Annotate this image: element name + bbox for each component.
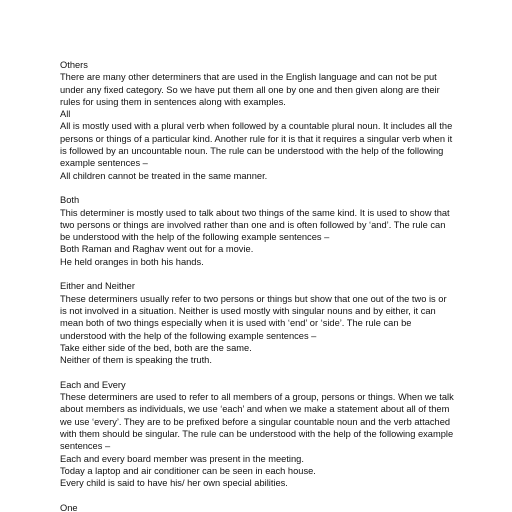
paragraph-line: we use ‘every’. They are to be prefixed before a singular countable noun and the verb attached [60, 416, 451, 427]
paragraph-line: There are many other determiners that are used in the English language and can not be put [60, 72, 437, 83]
paragraph-gap [60, 366, 460, 378]
paragraph-line: sentences – [60, 441, 111, 452]
example-sentence: Every child is said to have his/ her own special abilities. [60, 478, 288, 489]
paragraph-line: is followed by an uncountable noun. The rule can be understood with the help of the following [60, 146, 444, 157]
example-sentence: Today a laptop and air conditioner can be seen in each house. [60, 465, 316, 476]
example-sentence: Neither of them is speaking the truth. [60, 355, 212, 366]
paragraph-line: example sentences – [60, 158, 148, 169]
paragraph-line: with them should be singular. The rule can be understood with the help of the following example [60, 428, 454, 439]
paragraph-line: about members as individuals, we use ‘each’ and when we make a statement about all of them [60, 404, 450, 415]
example-sentence: Both Raman and Raghav went out for a movie. [60, 244, 254, 255]
paragraph-line: persons or things of a particular kind. Another rule for it is that it requires a singular verb when it [60, 133, 453, 144]
section-heading: Both [60, 195, 80, 206]
paragraph-line: This determiner is mostly used to talk about two things of the same kind. It is used to show that [60, 207, 450, 218]
paragraph-line: is not involved in a situation. Neither is used mostly with singular nouns and by either, it can [60, 305, 436, 316]
paragraph-line: mean both of two things especially when it is used with ‘end’ or ‘side’. The rule can be [60, 318, 412, 329]
example-sentence: He held oranges in both his hands. [60, 256, 204, 267]
paragraph-line: These determiners usually refer to two persons or things but show that one out of the two is or [60, 293, 447, 304]
paragraph-line: understood with the help of the following example sentences – [60, 330, 317, 341]
paragraph-gap [60, 489, 460, 501]
section-heading: Each and Every [60, 379, 126, 390]
section-heading: All [60, 109, 71, 120]
paragraph-gap [60, 182, 460, 194]
example-sentence: Take either side of the bed, both are the same. [60, 342, 252, 353]
section-heading: Others [60, 60, 88, 70]
paragraph-line: All is mostly used with a plural verb when followed by a countable plural noun. It includes all the [60, 121, 453, 132]
section-heading: One [60, 502, 78, 512]
document-body [60, 59, 460, 512]
paragraph-line: These determiners are used to refer to all members of a group, persons or things. When we talk [60, 392, 454, 403]
section-heading: Either and Neither [60, 281, 135, 292]
example-sentence: Each and every board member was present in the meeting. [60, 453, 304, 464]
example-sentence: All children cannot be treated in the same manner. [60, 170, 268, 181]
paragraph-gap [60, 268, 460, 280]
paragraph-line: under any fixed category. So we have put them all one by one and then given along are their [60, 84, 440, 95]
paragraph-line: be understood with the help of the following example sentences – [60, 232, 330, 243]
paragraph-line: two persons or things are involved rather than one and is often followed by ‘and’. The rule can [60, 219, 446, 230]
paragraph-line: rules for using them in sentences along with examples. [60, 96, 286, 107]
